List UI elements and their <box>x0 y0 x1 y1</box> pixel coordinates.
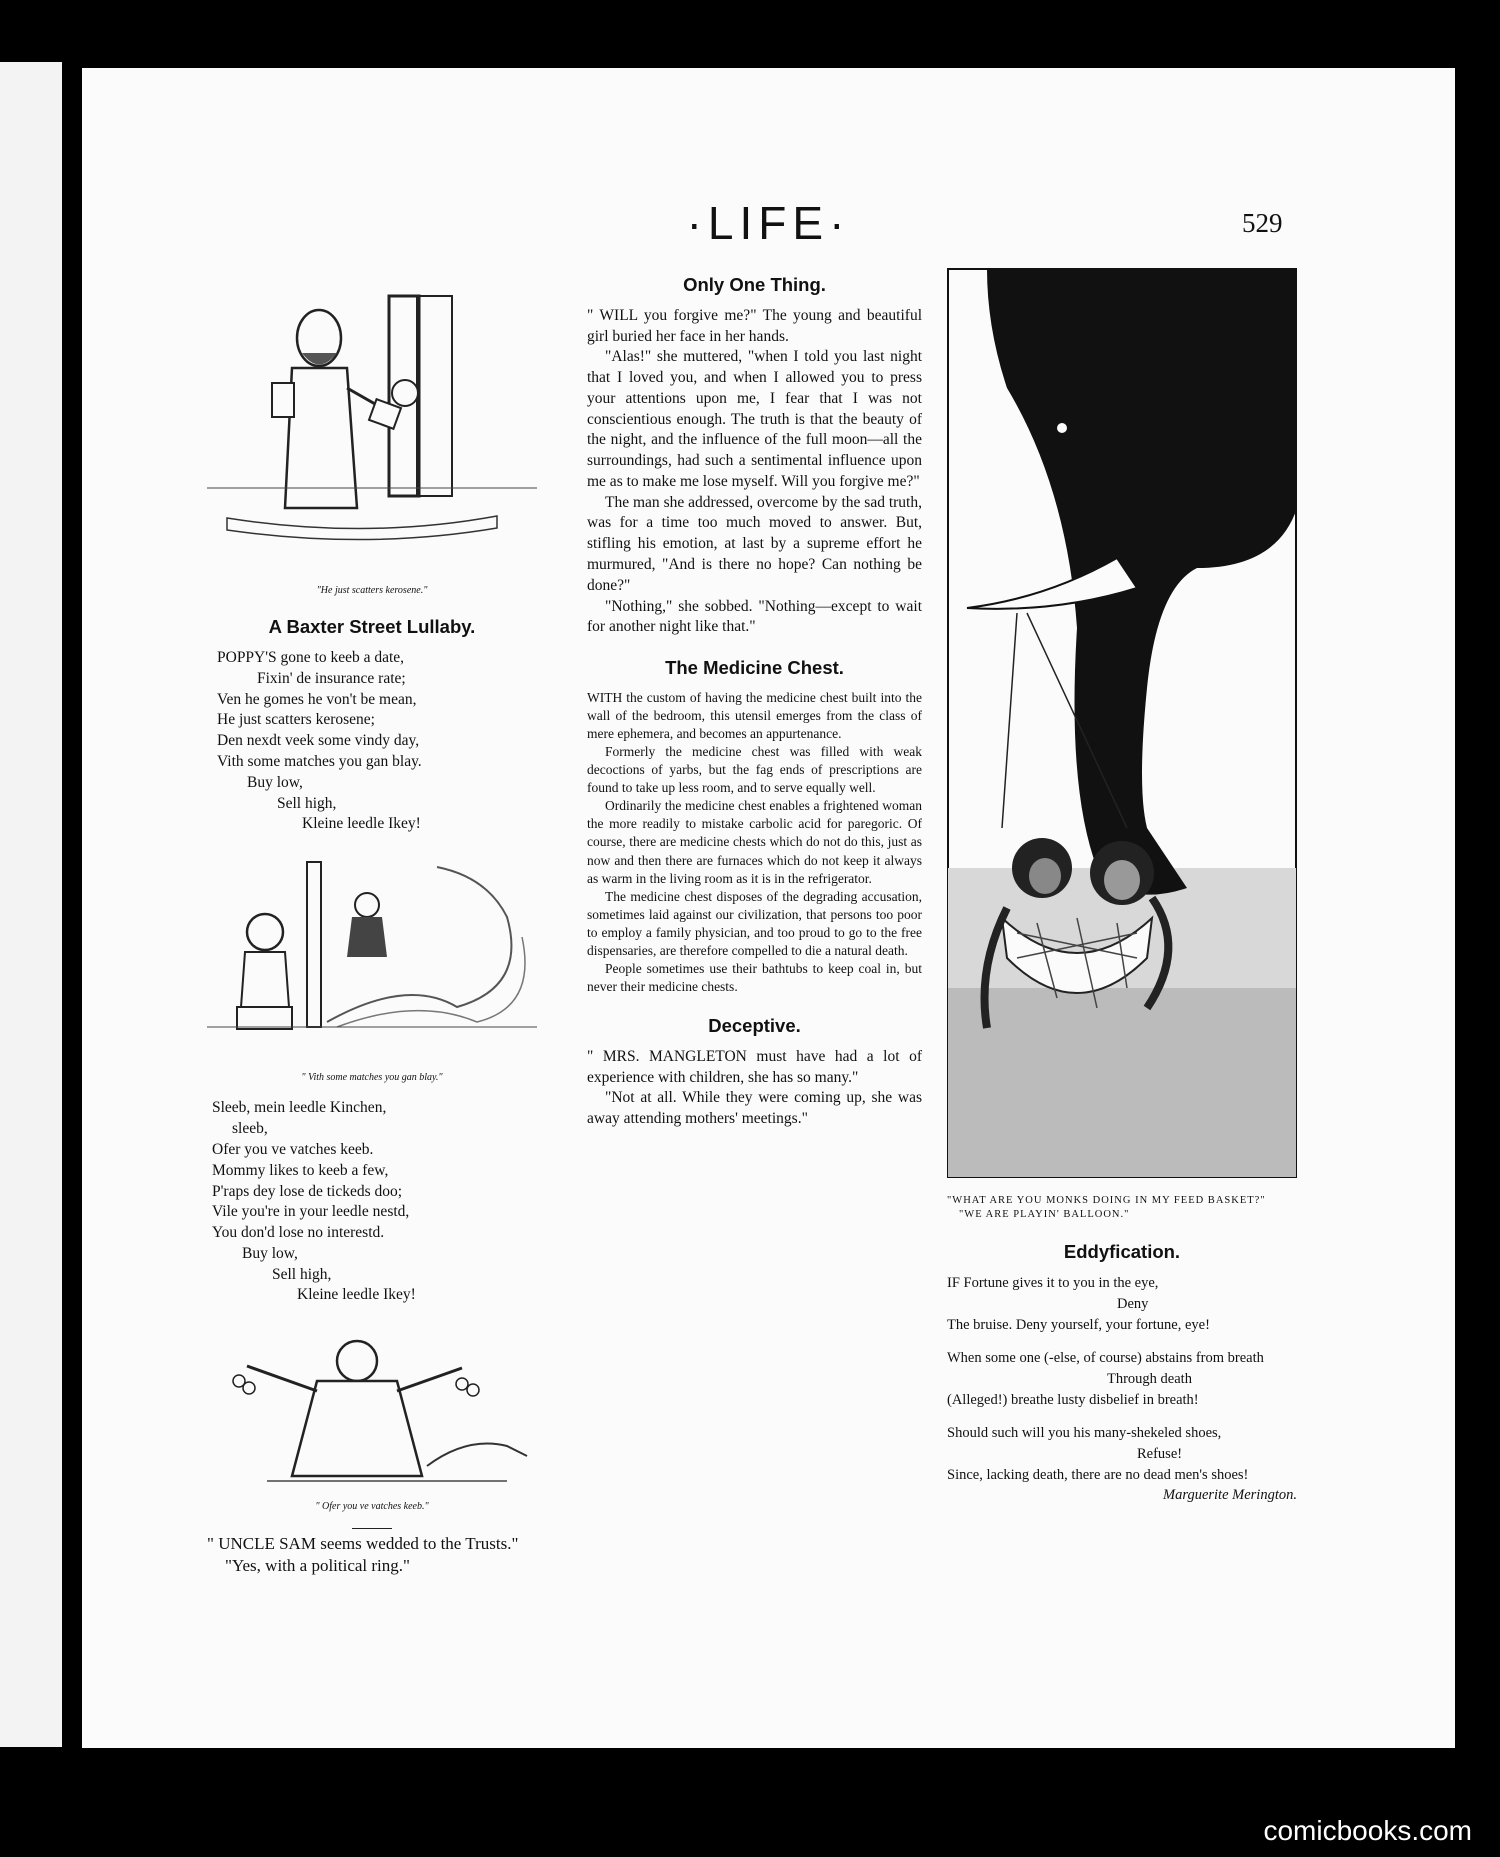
poem-line: Den nexdt veek some vindy day, <box>217 732 420 750</box>
poem-line: (Alleged!) breathe lusty disbelief in breath! <box>947 1391 1199 1408</box>
eddyfication-poem <box>947 1273 1297 1486</box>
poem-line: P'raps dey lose de tickeds doo; <box>212 1182 403 1200</box>
poem-line: Sleeb, mein leedle Kinchen, <box>212 1099 387 1117</box>
poem-line: Ofer you ve vatches keeb. <box>212 1140 374 1158</box>
poem-line: Fixin' de insurance rate; <box>257 669 406 687</box>
story-paragraph: "Alas!" she muttered, "when I told you last night that I loved you, and when I allowed you to press your attentions upon me, I fear that I was not conscientious enough. The truth is that the beauty of the night, and the influence of the full moon—all the surroundings, had such a sentimental influence upon me as to make me lose myself. Will you forgive me?" <box>587 348 922 490</box>
magazine-page <box>82 68 1455 1748</box>
story-title: Deceptive. <box>708 1015 801 1037</box>
poem-title: A Baxter Street Lullaby. <box>268 616 476 638</box>
story-paragraph: "Nothing," she sobbed. "Nothing—except to wait for another night like that." <box>587 597 922 636</box>
story-paragraph: People sometimes use their bathtubs to keep coal in, but never their medicine chests. <box>587 960 922 995</box>
poem-line: Through death <box>1107 1370 1192 1387</box>
author-signature: Marguerite Merington. <box>1163 1487 1297 1504</box>
poem-line: POPPY'S gone to keeb a date, <box>217 649 405 667</box>
cartoon-caption: "WHAT ARE YOU MONKS DOING IN MY FEED BASKET?" <box>947 1195 1266 1206</box>
poem-line: sleeb, <box>232 1120 268 1138</box>
story-paragraph: Formerly the medicine chest was filled with weak decoctions of yarbs, but the fag ends of prescriptions are found to take up less room, and to serve equally well. <box>587 744 922 796</box>
poem-line: Mommy likes to keeb a few, <box>212 1161 389 1179</box>
story-paragraph: " MRS. MANGLETON must have had a lot of experience with children, she has so many." <box>587 1047 922 1086</box>
poem-line: Should such will you his many-shekeled shoes, <box>947 1425 1222 1441</box>
joke-line: "Yes, with a political ring." <box>225 1555 410 1575</box>
cartoon-caption: "WE ARE PLAYIN' BALLOON." <box>959 1209 1130 1221</box>
story-paragraph: "Not at all. While they were coming up, she was away attending mothers' meetings." <box>587 1089 922 1128</box>
poem-title: Eddyfication. <box>1063 1241 1181 1263</box>
cartoon-elephant-monkeys-balloon <box>947 268 1297 1178</box>
poem-line: Since, lacking death, there are no dead men's shoes! <box>947 1467 1249 1484</box>
page-number: 529 <box>1242 208 1283 238</box>
poem-line: Buy low, <box>247 773 303 791</box>
story-paragraph: WITH the custom of having the medicine chest built into the wall of the bedroom, this utensil emerges from the class of mere ephemera, and becomes an appurtenance. <box>587 689 922 741</box>
masthead: ·LIFE· <box>686 197 851 249</box>
illustration-woman-watches <box>207 1326 537 1496</box>
left-column <box>207 278 537 1577</box>
poem-line: Buy low, <box>242 1244 298 1262</box>
poem-line: You don'd lose no interestd. <box>212 1224 385 1242</box>
poem-line: Sell high, <box>272 1265 332 1283</box>
story-title: The Medicine Chest. <box>665 657 844 679</box>
joke-line: " UNCLE SAM seems wedded to the Trusts." <box>207 1533 519 1553</box>
site-watermark: comicbooks.com <box>1263 1815 1472 1846</box>
middle-column <box>587 273 922 1130</box>
story-paragraph: Ordinarily the medicine chest enables a frightened woman the more readily to mistake carbolic acid for paregoric. Of course, there are medicine chests which do not do this, just as now and then there are furnaces which do not keep it always as warm in the living room as it is in the refrigerator. <box>587 798 922 886</box>
joke <box>207 1533 537 1577</box>
adjacent-page-edge <box>0 62 62 1747</box>
poem-line: Vile you're in your leedle nestd, <box>212 1203 410 1221</box>
illustration-children-smoke <box>207 857 537 1067</box>
divider <box>352 1528 392 1529</box>
poem-line: IF Fortune gives it to you in the eye, <box>947 1274 1159 1291</box>
illustration-caption: " Ofer you ve vatches keeb." <box>315 1501 429 1513</box>
poem-line: Kleine leedle Ikey! <box>302 815 421 833</box>
poem-line: Vith some matches you gan blay. <box>217 753 422 770</box>
poem-line: Refuse! <box>1137 1446 1183 1463</box>
poem-line: The bruise. Deny yourself, your fortune, eye! <box>947 1316 1210 1333</box>
poem-stanza-2 <box>207 1098 537 1306</box>
story-paragraph: The medicine chest disposes of the degrading accusation, sometimes laid against our civilization, that persons too poor to employ a family physician, and too proud to go to the free dispensaries, are therefore compelled to die a natural death. <box>587 888 922 958</box>
illustration-man-kerosene <box>207 278 537 578</box>
story-title: Only One Thing. <box>683 274 826 295</box>
poem-stanza-1 <box>207 648 537 835</box>
poem-line: Sell high, <box>277 794 337 812</box>
illustration-caption: " Vith some matches you gan blay." <box>301 1072 443 1084</box>
poem-line: When some one (-else, of course) abstains from breath <box>947 1349 1264 1366</box>
poem-line: He just scatters kerosene; <box>217 711 375 729</box>
poem-line: Ven he gomes he von't be mean, <box>217 690 417 708</box>
illustration-caption: "He just scatters kerosene." <box>316 585 428 596</box>
poem-line: Deny <box>1117 1295 1149 1312</box>
right-column <box>947 268 1297 1505</box>
story-paragraph: " WILL you forgive me?" The young and beautiful girl buried her face in her hands. <box>587 306 922 345</box>
story-paragraph: The man she addressed, overcome by the sad truth, was for a time too much moved to answer. But, stifling his emotion, at last by a supreme effort he murmured, "And is there no hope? Can nothing be done?" <box>587 493 922 594</box>
poem-line: Kleine leedle Ikey! <box>297 1286 416 1304</box>
story-body <box>587 689 922 996</box>
